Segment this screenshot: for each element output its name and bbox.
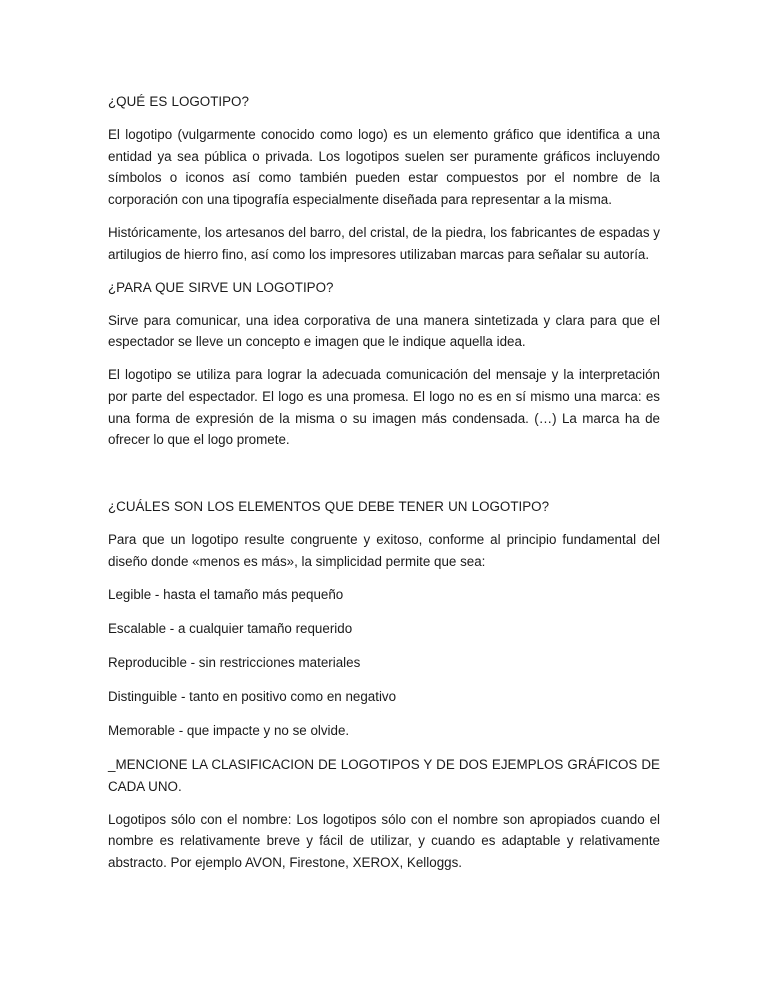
list-item-memorable: Memorable - que impacte y no se olvide. [108, 722, 350, 738]
paragraph-logo-history: Históricamente, los artesanos del barro, del cristal, de la piedra, los fabricantes de espadas y artilugios de hierro fino, así como los impresores utilizaban marcas para señalar su autoría. [108, 224, 660, 262]
list-item-escalable: Escalable - a cualquier tamaño requerido [108, 620, 353, 636]
document-page [108, 91, 660, 885]
paragraph-elements-intro: Para que un logotipo resulte congruente y exitoso, conforme al principio fundamental del diseño donde «menos es más», la simplicidad permite que sea: [108, 531, 660, 569]
list-item-distinguible: Distinguible - tanto en positivo como en negativo [108, 688, 397, 704]
paragraph-logo-definition: El logotipo (vulgarmente conocido como logo) es un elemento gráfico que identifica a una entidad ya sea pública o privada. Los logotipos suelen ser puramente gráficos incluyendo símbolos o iconos así como también pueden estar compuestos por el nombre de la corporación con una tipografía especialmente diseñada para representar a la misma. [108, 127, 660, 207]
section-heading-classification: _MENCIONE LA CLASIFICACION DE LOGOTIPOS Y DE DOS EJEMPLOS GRÁFICOS DE CADA UNO. [108, 757, 660, 794]
list-item-legible: Legible - hasta el tamaño más pequeño [108, 586, 344, 602]
section-heading-what-for: ¿PARA QUE SIRVE UN LOGOTIPO? [108, 279, 334, 295]
paragraph-name-only-logos: Logotipos sólo con el nombre: Los logotipos sólo con el nombre son apropiados cuando el nombre es relativamente breve y fácil de utilizar, y cuando es adaptable y relativamente abstracto. Por ejemplo AVON, Firestone, XEROX, Kelloggs. [108, 811, 660, 870]
section-heading-elements: ¿CUÁLES SON LOS ELEMENTOS QUE DEBE TENER UN LOGOTIPO? [108, 498, 550, 514]
section-heading-what-is-logo: ¿QUÉ ES LOGOTIPO? [108, 94, 249, 109]
paragraph-logo-purpose: Sirve para comunicar, una idea corporativa de una manera sintetizada y clara para que el espectador se lleve un concepto e imagen que le indique aquella idea. [108, 312, 660, 350]
paragraph-logo-communication: El logotipo se utiliza para lograr la adecuada comunicación del mensaje y la interpretación por parte del espectador. El logo es una promesa. El logo no es en sí mismo una marca: es una forma de expresión de la misma o su imagen más condensada. (…) La marca ha de ofrecer lo que el logo promete. [108, 367, 660, 448]
list-item-reproducible: Reproducible - sin restricciones materiales [108, 654, 361, 670]
